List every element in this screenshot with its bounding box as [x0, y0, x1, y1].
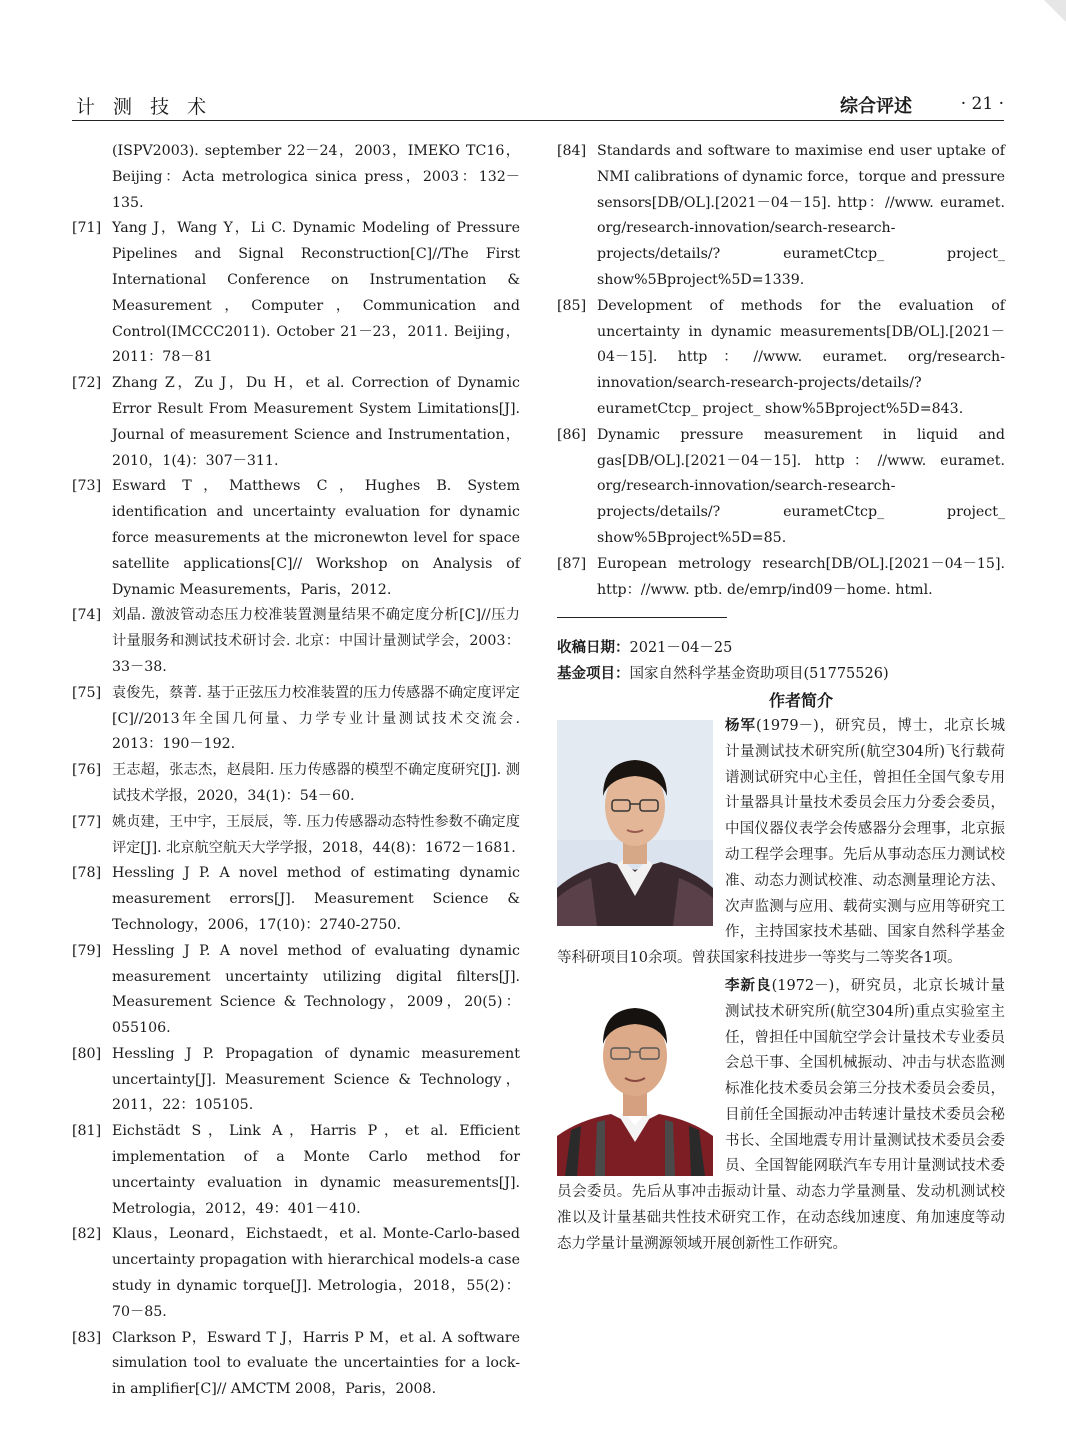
reference-number: [78] [72, 865, 102, 882]
fund-label: 基金项目： [557, 666, 630, 683]
author-photo-1 [557, 720, 713, 926]
reference-item [557, 294, 1005, 423]
reference-text: European metrology research[DB/OL].[2021－04－15]. http：//www. ptb. de/emrp/ind09－home. html. [597, 555, 1005, 598]
reference-item [557, 139, 1005, 294]
reference-text: Klaus，Leonard，Eichstaedt，et al. Monte-Carlo-based uncertainty propagation with hierarchical models-a case study in dynamic torque[J]. Metrologia，2018，55(2)：70－85. [112, 1226, 520, 1320]
reference-text: Yang J，Wang Y，Li C. Dynamic Modeling of Pressure Pipelines and Signal Reconstruction[C]//The First International Conference on Instrumentation & Measurement，Computer，Communication and Control(IMCCC2011). October 21－23，2011. Beijing，2011：78－81 [112, 220, 520, 366]
reference-item [72, 216, 520, 371]
received-date [557, 636, 1005, 662]
received-label: 收稿日期： [557, 640, 630, 657]
reference-number: [71] [72, 220, 102, 237]
footnote-rule [557, 617, 727, 618]
reference-number: [85] [557, 297, 587, 314]
reference-item [72, 139, 520, 216]
reference-item [72, 861, 520, 938]
header-rule [72, 120, 1004, 121]
reference-item [72, 1119, 520, 1222]
reference-text: Development of methods for the evaluation of uncertainty in dynamic measurements[DB/OL].[2021－04－15]. http：//www. euramet. org/research-innovation/search-research-projects/details/? eurametCtcp_ project_ show%5Bproject%5D=843. [597, 297, 1005, 417]
reference-text: 王志超，张志杰，赵晨阳. 压力传感器的模型不确定度研究[J]. 测试技术学报，2020，34(1)：54－60. [112, 762, 520, 804]
reference-text: Hessling J P. A novel method of estimating dynamic measurement errors[J]. Measurement Science & Technology，2006，17(10)：2740-2750. [112, 865, 520, 933]
reference-item [72, 939, 520, 1042]
reference-text: 姚贞建，王中宇，王辰辰，等. 压力传感器动态特性参数不确定度评定[J]. 北京航空航天大学学报，2018，44(8)：1672－1681. [112, 813, 520, 856]
received-value: 2021－04－25 [629, 640, 733, 657]
reference-item [72, 1042, 520, 1119]
reference-item [72, 1222, 520, 1325]
fund-value: 国家自然科学基金资助项目(51775526) [629, 666, 889, 683]
author-name-1: 杨军 [725, 717, 757, 734]
reference-item [72, 681, 520, 758]
reference-text: 刘晶. 激波管动态压力校准装置测量结果不确定度分析[C]//压力计量服务和测试技术研讨会. 北京：中国计量测试学会，2003：33－38. [112, 607, 520, 675]
reference-text: 袁俊先，蔡菁. 基于正弦压力校准装置的压力传感器不确定度评定[C]//2013年全国几何量、力学专业计量测试技术交流会. 2013：190－192. [112, 684, 520, 753]
reference-number: [77] [72, 813, 102, 830]
author-name-2: 李新良 [725, 977, 772, 994]
reference-number: [75] [72, 684, 102, 701]
reference-item [72, 1326, 520, 1403]
reference-number: [87] [557, 555, 587, 572]
reference-text: Esward T，Matthews C，Hughes B. System identification and uncertainty evaluation for dynamic force measurements at the micronewton level for space satellite applications[C]// Workshop on Analysis of Dynamic Measurements，Paris，2012. [112, 478, 520, 598]
journal-name: 计 测 技 术 [76, 96, 213, 118]
page-number: · 21 · [960, 94, 1004, 114]
reference-item [557, 552, 1005, 604]
reference-number: [84] [557, 143, 587, 159]
section-title: 综合评述 [840, 96, 912, 117]
author-bio-1 [557, 714, 1005, 972]
reference-text: (ISPV2003). september 22－24，2003，IMEKO TC16，Beijing：Acta metrologica sinica press，2003：132－135. [112, 143, 520, 211]
reference-number: [79] [72, 942, 102, 959]
reference-text: Zhang Z，Zu J，Du H，et al. Correction of Dynamic Error Result From Measurement System Limitations[J]. Journal of measurement Science and Instrumentation，2010，1(4)：307－311. [112, 375, 520, 469]
page-corner-fold [1044, 0, 1066, 22]
reference-number: [72] [72, 375, 102, 392]
reference-item [72, 810, 520, 862]
fund-info [557, 662, 1005, 688]
reference-item [72, 603, 520, 680]
reference-item [72, 474, 520, 603]
author-text-2: (1972－)，研究员，北京长城计量测试技术研究所(航空304所)重点实验室主任，曾担任中国航空学会计量技术专业委员会总干事、全国机械振动、冲击与状态监测标准化技术委员会第三分技术委员会委员，目前任全国振动冲击转速计量技术委员会秘书长、全国地震专用计量测试技术委员会委员、全国智能网联汽车专用计量测试技术委员会委员。先后从事冲击振动计量、动态力学量测量、发动机测试校准以及计量基础共性技术研究工作，在动态线加速度、角加速度等动态力学量计量溯源领域开展创新性工作研究。 [557, 977, 1005, 1252]
reference-item [72, 371, 520, 474]
reference-item [72, 758, 520, 810]
author-photo-2 [557, 980, 713, 1176]
reference-number: [76] [72, 762, 102, 779]
reference-text: Hessling J P. A novel method of evaluating dynamic measurement uncertainty utilizing digital filters[J]. Measurement Science & Technology，2009，20(5)：055106. [112, 942, 520, 1037]
reference-text: Clarkson P，Esward T J，Harris P M，et al. A software simulation tool to evaluate the uncertainties for a lock-in amplifier[C]// AMCTM 2008，Paris，2008. [112, 1329, 520, 1398]
reference-number: [73] [72, 478, 102, 495]
reference-text: Dynamic pressure measurement in liquid and gas[DB/OL].[2021－04－15]. http：//www. euramet. org/research-innovation/search-research-projects/details/? eurametCtcp_ project_ show%5Bproject%5D=85. [597, 426, 1005, 546]
reference-text: Standards and software to maximise end user uptake of NMI calibrations of dynamic force，torque and pressure sensors[DB/OL].[2021－04－15]. http：//www. euramet. org/research-innovation/search-research-projects/details/? eurametCtcp_ project_ show%5Bproject%5D=1339. [597, 143, 1005, 288]
running-header [72, 90, 1004, 120]
reference-text: Hessling J P. Propagation of dynamic measurement uncertainty[J]. Measurement Science & Technology，2011，22：105105. [112, 1045, 520, 1114]
bio-heading: 作者简介 [768, 690, 833, 710]
reference-number: [81] [72, 1123, 102, 1140]
author-bio-2 [557, 974, 1005, 1258]
right-column [557, 139, 1005, 1258]
reference-number: [83] [72, 1329, 102, 1346]
reference-number: [80] [72, 1045, 102, 1062]
reference-text: Eichstädt S，Link A，Harris P，et al. Efficient implementation of a Monte Carlo method for uncertainty evaluation in dynamic measurements[J]. Metrologia，2012，49：401－410. [112, 1123, 520, 1217]
reference-number: [82] [72, 1226, 102, 1243]
left-column [72, 139, 520, 1403]
reference-number: [74] [72, 607, 102, 624]
reference-item [557, 423, 1005, 552]
author-text-1: (1979－)，研究员，博士，北京长城计量测试技术研究所(航空304所)飞行载荷谱测试研究中心主任，曾担任全国气象专用计量器具计量技术委员会压力分委会委员，中国仪器仪表学会传感器分会理事，北京振动工程学会理事。先后从事动态压力测试校准、动态力测试校准、动态测量理论方法、次声监测与应用、载荷实测与应用等研究工作，主持国家技术基础、国家自然科学基金等科研项目10余项。曾获国家科技进步一等奖与二等奖各1项。 [557, 717, 1006, 967]
reference-number: [86] [557, 426, 587, 443]
